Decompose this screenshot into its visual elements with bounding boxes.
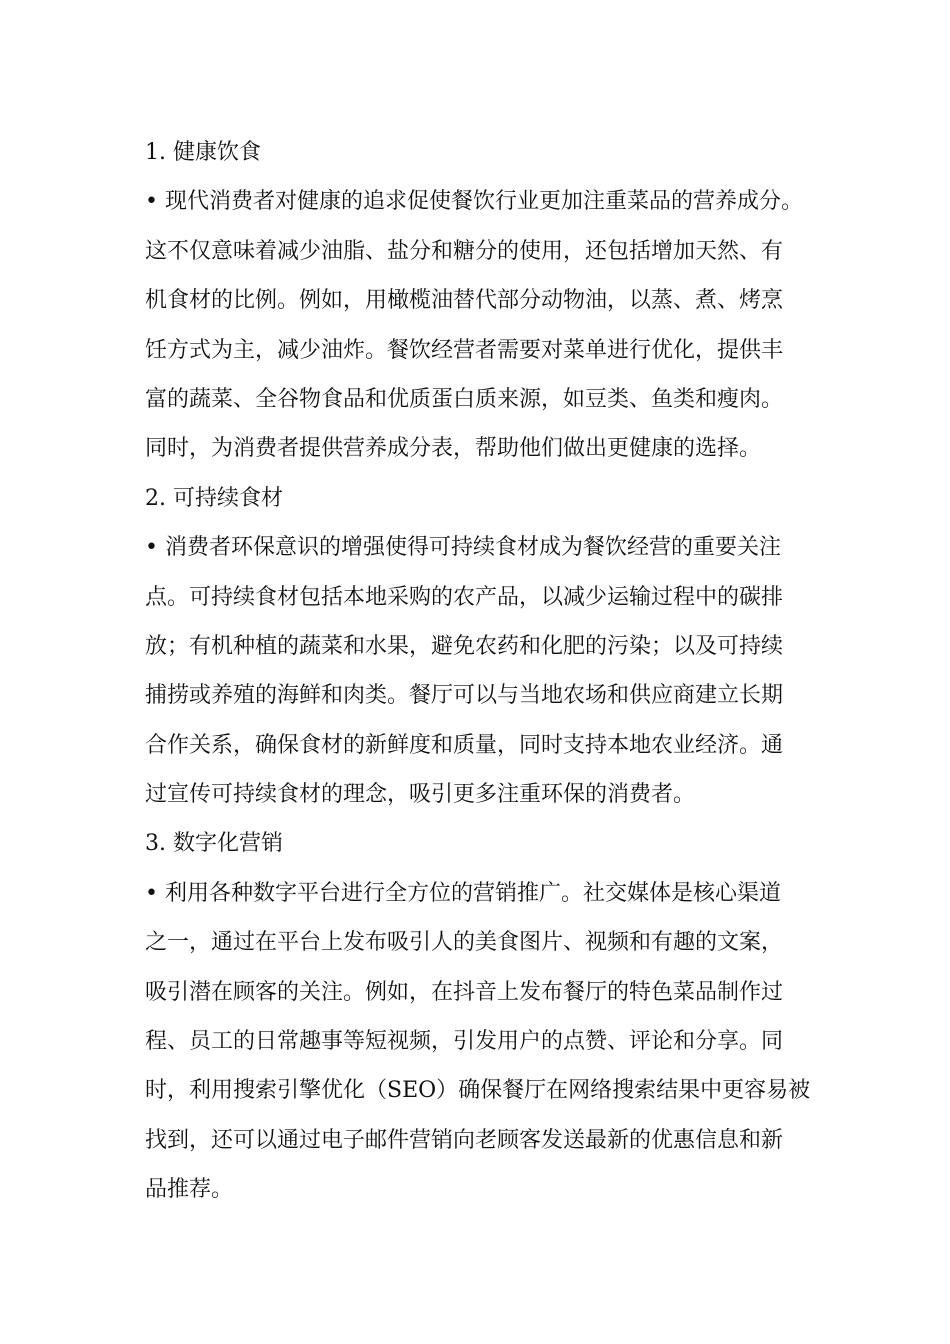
paragraph-line: 找到，还可以通过电子邮件营销向老顾客发送最新的优惠信息和新 bbox=[145, 1127, 784, 1153]
section-heading-digital-marketing: 3. 数字化营销 bbox=[145, 831, 283, 857]
paragraph-line: 时，利用搜索引擎优化（SEO）确保餐厅在网络搜索结果中更容易被 bbox=[145, 1078, 811, 1104]
section-heading-healthy-diet: 1. 健康饮食 bbox=[145, 140, 261, 165]
paragraph-line: 饪方式为主，减少油炸。餐饮经营者需要对菜单进行优化，提供丰 bbox=[145, 337, 784, 363]
paragraph-line: 机食材的比例。例如，用橄榄油替代部分动物油，以蒸、煮、烤烹 bbox=[145, 288, 784, 314]
paragraph-line: 捕捞或养殖的海鲜和肉类。餐厅可以与当地农场和供应商建立长期 bbox=[145, 683, 784, 709]
paragraph-line: 这不仅意味着减少油脂、盐分和糖分的使用，还包括增加天然、有 bbox=[145, 238, 784, 264]
paragraph-line: 点。可持续食材包括本地采购的农产品，以减少运输过程中的碳排 bbox=[145, 584, 784, 610]
paragraph-line: 同时，为消费者提供营养成分表，帮助他们做出更健康的选择。 bbox=[145, 436, 762, 462]
section-heading-sustainable-ingredients: 2. 可持续食材 bbox=[145, 485, 283, 511]
paragraph-line: 放；有机种植的蔬菜和水果，避免农药和化肥的污染；以及可持续 bbox=[145, 633, 784, 659]
paragraph-line: 品推荐。 bbox=[145, 1177, 234, 1203]
paragraph-line: 吸引潜在顾客的关注。例如，在抖音上发布餐厅的特色菜品制作过 bbox=[145, 979, 784, 1005]
paragraph-line: • 消费者环保意识的增强使得可持续食材成为餐饮经营的重要关注 bbox=[145, 535, 781, 561]
paragraph-line: 合作关系，确保食材的新鲜度和质量，同时支持本地农业经济。通 bbox=[145, 732, 784, 758]
paragraph-line: • 现代消费者对健康的追求促使餐饮行业更加注重菜品的营养成分。 bbox=[145, 189, 803, 215]
paragraph-line: 富的蔬菜、全谷物食品和优质蛋白质来源，如豆类、鱼类和瘦肉。 bbox=[145, 386, 784, 412]
paragraph-line: 之一，通过在平台上发布吸引人的美食图片、视频和有趣的文案， bbox=[145, 930, 784, 956]
document-body bbox=[145, 128, 825, 1215]
paragraph-line: 过宣传可持续食材的理念，吸引更多注重环保的消费者。 bbox=[145, 782, 696, 808]
paragraph-line: 程、员工的日常趣事等短视频，引发用户的点赞、评论和分享。同 bbox=[145, 1029, 784, 1055]
paragraph-line: • 利用各种数字平台进行全方位的营销推广。社交媒体是核心渠道 bbox=[145, 880, 781, 906]
